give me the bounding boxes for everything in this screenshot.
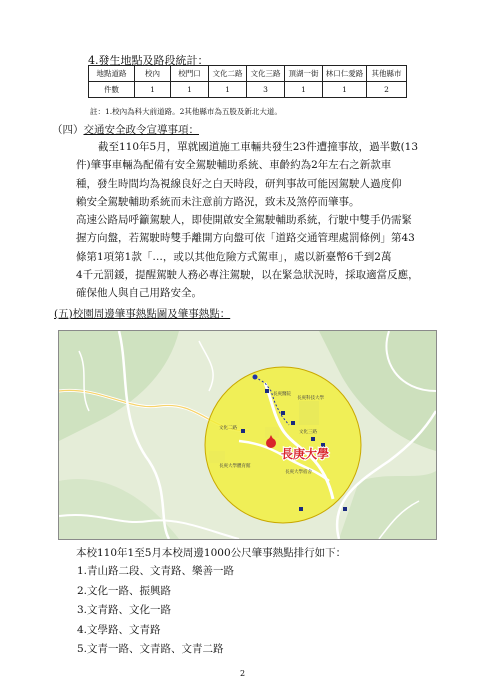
map-label-dorm: 長庚大學宿舍 [285, 470, 312, 475]
map-school-label: 長庚大學 [281, 447, 330, 461]
list-item: 4.文學路、文青路 [77, 623, 161, 636]
list-item: 5.文青一路、文青路、文青二路 [77, 643, 224, 656]
table-cell: 2 [367, 82, 407, 98]
table-cell: 1 [209, 82, 247, 98]
map-label-hospital: 長庚醫院 [273, 392, 291, 397]
paragraph-line: 握方向盤，若駕駛時雙手離開方向盤可依「道路交通管理處罰條例」第43 [76, 232, 415, 245]
list-item: 2.文化一路、振興路 [77, 584, 172, 597]
table-header-cell: 林口仁愛路 [323, 66, 367, 82]
paragraph-line: 賴安全駕駛輔助系統而未注意前方路況，致未及煞停而肇事。 [76, 195, 360, 208]
table-header-cell: 文化二路 [209, 66, 247, 82]
hotspot-ranking-list [77, 562, 234, 660]
hotspot-map [58, 330, 437, 540]
table-header-cell: 其他縣市 [367, 66, 407, 82]
section-number: （四） [52, 124, 84, 136]
table-header-cell: 校門口 [171, 66, 209, 82]
map-graphic [59, 331, 436, 539]
section-4-body [76, 138, 432, 303]
location-stats-table [88, 65, 407, 98]
table-row [89, 82, 407, 98]
map-label-tech-university: 長庚科技大學 [297, 396, 324, 401]
section-title: 校園周邊肇事熱點圖及肇事熱點： [72, 308, 231, 320]
table-note: 註：1.校內為科大前道路。2其他縣市為五股及新北大道。 [90, 107, 282, 116]
map-label-road: 文化二路 [219, 426, 237, 431]
table-header-cell: 頂湖一街 [285, 66, 323, 82]
paragraph-line: 4千元罰鍰，提醒駕駛人務必專注駕駛，以在緊急狀況時，採取適當反應， [76, 269, 419, 282]
table-cell: 1 [171, 82, 209, 98]
paragraph-line: 高速公路局呼籲駕駛人，即使開啟安全駕駛輔助系統，行駛中雙手仍需緊 [76, 214, 412, 227]
table-cell: 3 [247, 82, 285, 98]
section-title: 交通安全政令宣導事項： [83, 124, 199, 136]
paragraph-line: 件)肇事車輛為配備有安全駕駛輔助系統、車齡約為2年左右之新款車 [76, 159, 392, 172]
subheading-location-stats: 4.發生地點及路段統計： [88, 54, 209, 67]
section-4-heading [52, 122, 199, 137]
map-label-gym: 長庚大學體育館 [219, 464, 251, 469]
list-item: 3.文青路、文化一路 [77, 604, 172, 617]
page-number: 2 [240, 669, 246, 678]
list-item: 1.青山路二段、文青路、樂善一路 [77, 565, 235, 577]
table-cell: 1 [135, 82, 171, 98]
paragraph-line: 截至110年5月，單就國道施工車輛共發生23件遭撞事故，過半數(13 [98, 141, 419, 153]
section-number: (五) [54, 308, 73, 320]
table-header-row [89, 66, 407, 82]
paragraph-line: 種，發生時間均為視線良好之白天時段，研判事故可能因駕駛人過度仰 [76, 177, 402, 190]
table-header-cell: 文化三路 [247, 66, 285, 82]
table-cell: 件數 [89, 82, 135, 98]
table-cell: 1 [285, 82, 323, 98]
section-5-heading [54, 306, 230, 321]
table-cell: 1 [323, 82, 367, 98]
hotspot-summary: 本校110年1至5月本校周邊1000公尺肇事熱點排行如下： [76, 547, 347, 559]
paragraph-line: 條第1項第1款「…，或以其他危險方式駕車」，處以新臺幣6千到2萬 [76, 250, 392, 263]
paragraph-line: 確保他人與自己用路安全。 [76, 287, 202, 300]
table-header-cell: 校內 [135, 66, 171, 82]
map-label-road: 文化三路 [299, 430, 317, 435]
table-header-cell: 地點道路 [89, 66, 135, 82]
